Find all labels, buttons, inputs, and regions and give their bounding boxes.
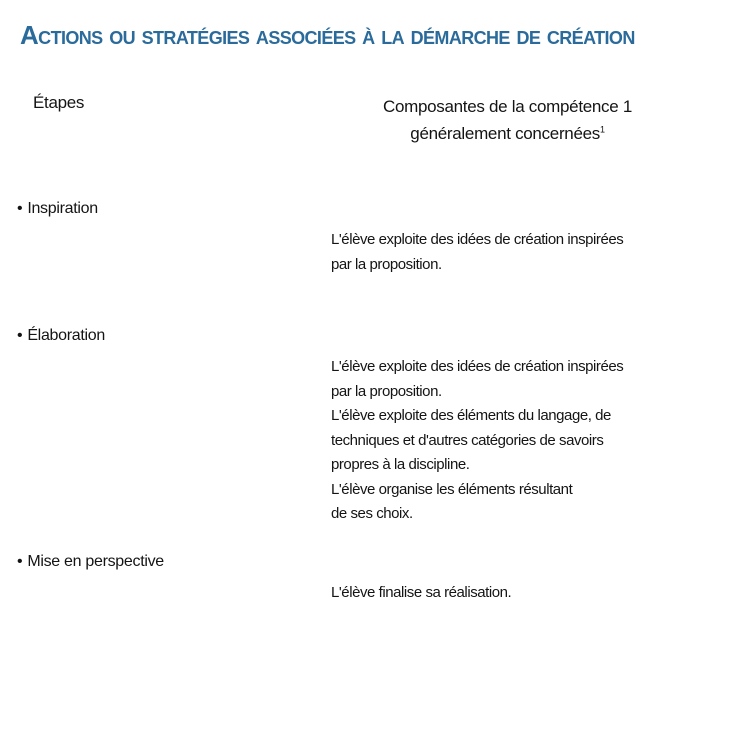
bullet: • (17, 200, 23, 217)
step-elaboration (17, 327, 105, 345)
description-line: de ses choix. (331, 505, 413, 522)
step-label: Mise en perspective (27, 553, 164, 570)
step-label: Inspiration (27, 200, 98, 217)
description-line: par la proposition. (331, 255, 442, 273)
description-line: propres à la discipline. (331, 456, 470, 473)
bullet: • (17, 553, 23, 570)
description-line: L'élève finalise sa réalisation. (331, 584, 512, 601)
step-mise-en-perspective-description (331, 581, 676, 606)
page-title: Actions ou stratégies associées à la démarche de création (20, 20, 635, 50)
description-line: L'élève exploite des éléments du langage, de (331, 407, 611, 424)
footnote-marker: 1 (599, 124, 605, 135)
description-line: L'élève organise les éléments résultant (331, 480, 573, 498)
column-header-steps: Étapes (33, 93, 85, 112)
step-inspiration (17, 200, 98, 218)
description-line: par la proposition. (331, 382, 442, 400)
column-header-competence (330, 93, 685, 147)
column-header-competence-line2 (330, 120, 685, 147)
step-inspiration-description (331, 228, 676, 277)
step-label: Élaboration (27, 327, 105, 344)
step-mise-en-perspective (17, 553, 164, 571)
step-elaboration-description (331, 355, 676, 527)
bullet: • (17, 327, 23, 344)
column-header-competence-line2-text: généralement concernées (410, 124, 600, 143)
column-header-competence-line1: Composantes de la compétence 1 (383, 97, 632, 116)
description-line: L'élève exploite des idées de création inspirées (331, 231, 624, 248)
description-line: L'élève exploite des idées de création inspirées (331, 358, 624, 375)
description-line: techniques et d'autres catégories de savoirs (331, 431, 604, 449)
